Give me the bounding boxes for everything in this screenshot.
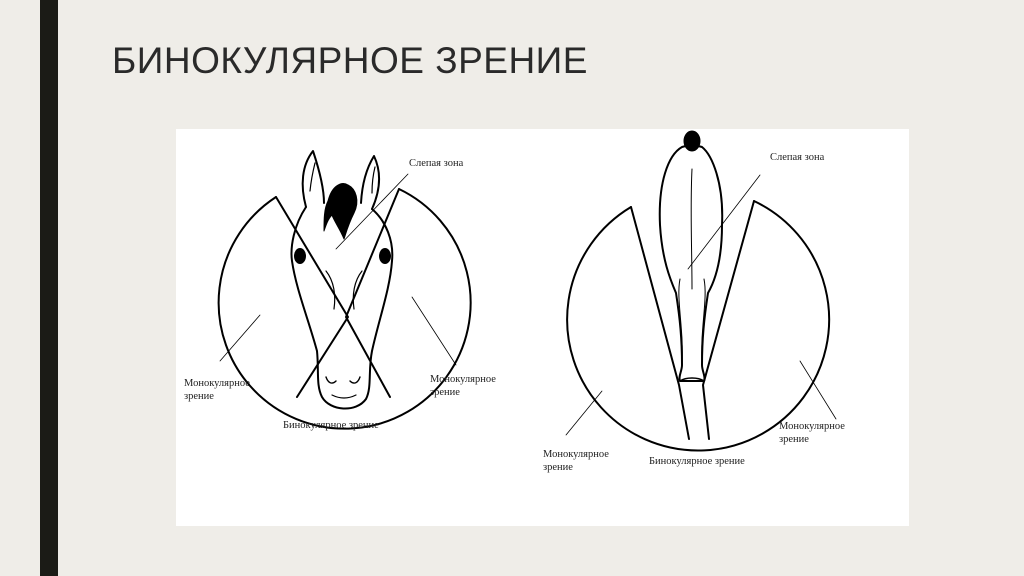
front-blind-zone-label: Слепая зона [409,158,464,169]
front-mono-left-leader [220,315,260,361]
horse-forelock [324,184,357,239]
top-view-blind-boundary-right [703,201,754,439]
top-monocular-right-label-line2: зрение [779,434,809,445]
top-binocular-label: Бинокулярное зрение [649,456,745,467]
front-monocular-left-label-line2: зрение [184,391,214,402]
accent-bar [40,0,58,576]
horse-ear-right [361,156,379,209]
top-mono-right-leader [800,361,836,419]
horse-ear-left [303,151,324,207]
front-monocular-left-label-line1: Монокулярное [184,378,250,389]
top-view-diagram [567,146,829,451]
top-mono-left-leader [566,391,602,435]
top-monocular-right-label-line1: Монокулярное [779,421,845,432]
top-view-field-arc [567,201,829,450]
top-blind-zone-label: Слепая зона [770,152,825,163]
front-binocular-label: Бинокулярное зрение [283,420,379,431]
top-monocular-left-label-line2: зрение [543,462,573,473]
horse-tail [684,131,700,151]
front-mono-right-leader [412,297,456,365]
front-monocular-right-label-line1: Монокулярное [430,374,496,385]
figure-panel [176,129,909,526]
top-monocular-left-label-line1: Монокулярное [543,449,609,460]
front-monocular-right-label-line2: зрение [430,387,460,398]
slide-title: БИНОКУЛЯРНОЕ ЗРЕНИЕ [112,40,588,81]
front-view-blind-boundary-left [276,197,348,397]
